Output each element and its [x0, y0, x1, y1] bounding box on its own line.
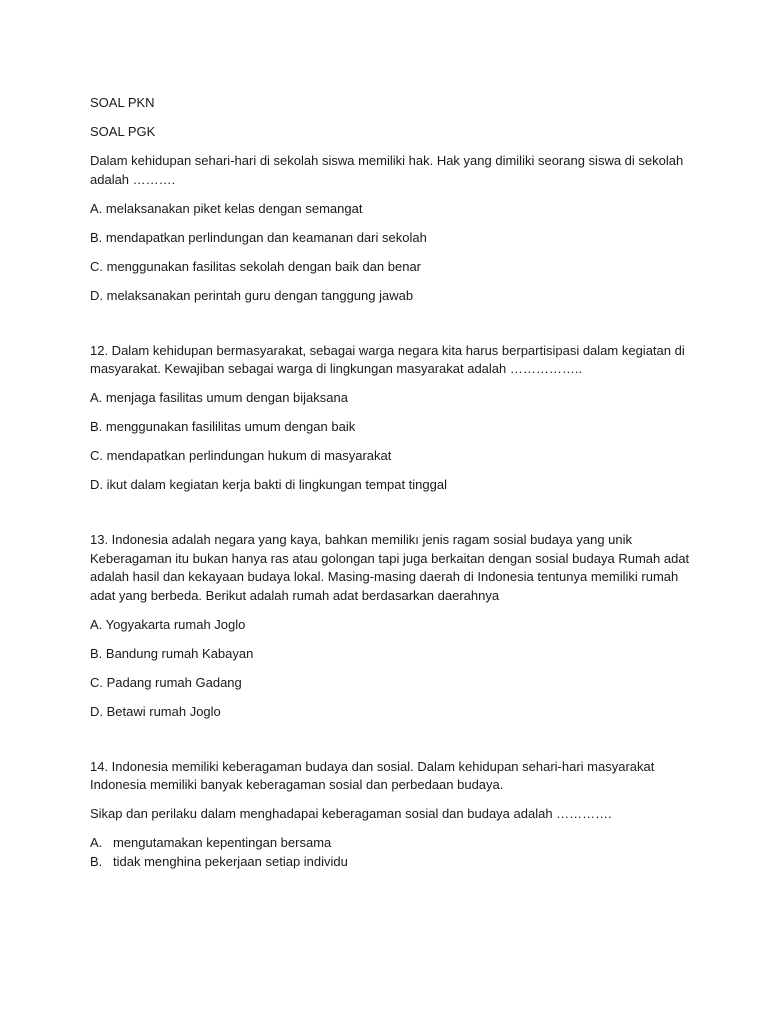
- option-text: mengutamakan kepentingan bersama: [113, 835, 332, 850]
- header-line-2: SOAL PGK: [90, 124, 156, 139]
- question-11-text: Dalam kehidupan sehari-hari di sekolah siswa memiliki hak. Hak yang dimiliki seorang siswa di sekolah adalah ……….: [90, 153, 684, 187]
- question-11-option-b: B. mendapatkan perlindungan dan keamanan dari sekolah: [90, 229, 427, 245]
- question-12-text: 12. Dalam kehidupan bermasyarakat, sebagai warga negara kita harus berpartisipasi dalam kegiatan di masyarakat. Kewajiban sebagai warga di lingkungan masyarakat adalah ……………..: [90, 342, 685, 376]
- document-body: [90, 94, 690, 871]
- question-14-option-b: [90, 853, 690, 872]
- question-13-option-b: B. Bandung rumah Kabayan: [90, 645, 254, 661]
- question-13-option-c: C. Padang rumah Gadang: [90, 674, 242, 690]
- option-text: tidak menghina pekerjaan setiap individu: [113, 853, 348, 869]
- spacer: [90, 316, 690, 342]
- question-11-option-d: D. melaksanakan perintah guru dengan tanggung jawab: [90, 287, 414, 303]
- question-12-option-b: B. menggunakan fasililitas umum dengan baik: [90, 419, 356, 434]
- question-14-text: 14. Indonesia memiliki keberagaman budaya dan sosial. Dalam kehidupan sehari-hari masyarakat Indonesia memiliki banyak keberagaman sosial dan perbedaan budaya.: [90, 758, 655, 792]
- question-12-option-c: C. mendapatkan perlindungan hukum di masyarakat: [90, 448, 392, 463]
- question-12-option-d: D. ikut dalam kegiatan kerja bakti di lingkungan tempat tinggal: [90, 477, 447, 492]
- question-11-option-a: A. melaksanakan piket kelas dengan semangat: [90, 200, 363, 216]
- spacer: [90, 505, 690, 531]
- question-14-option-a: [90, 834, 690, 853]
- option-marker: B.: [90, 853, 103, 869]
- question-13-option-a: A. Yogyakarta rumah Joglo: [90, 616, 246, 632]
- header-line-1: SOAL PKN: [90, 95, 155, 110]
- spacer: [90, 732, 690, 758]
- question-12-option-a: A. menjaga fasilitas umum dengan bijaksana: [90, 390, 348, 405]
- question-14-prompt: Sikap dan perilaku dalam menghadapai keberagaman sosial dan budaya adalah ………….: [90, 806, 612, 821]
- option-marker: A.: [90, 835, 103, 850]
- question-11-option-c: C. menggunakan fasilitas sekolah dengan baik dan benar: [90, 258, 422, 274]
- question-13-text: 13. Indonesia adalah negara yang kaya, bahkan memilikı jenis ragam sosial budaya yang unik Keberagaman itu bukan hanya ras atau golongan tapi juga berkaitan dengan sosial budaya Rumah adat adalah hasil dan kekayaan budaya lokal. Masing-masing daerah di Indonesia tentunya memiliki rumah adat yang berbeda. Berikut adalah rumah adat berdasarkan daerahnya: [90, 532, 690, 603]
- question-13-option-d: D. Betawi rumah Joglo: [90, 703, 221, 719]
